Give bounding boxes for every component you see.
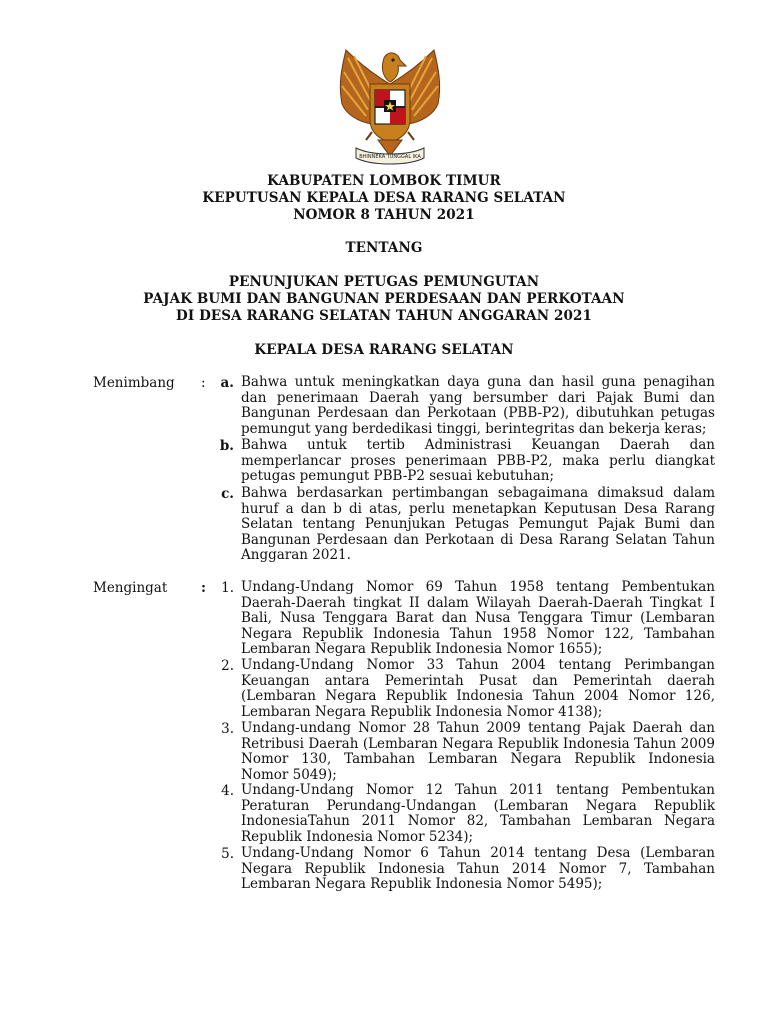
subject-line-1: PENUNJUKAN PETUGAS PEMUNGUTAN <box>228 274 540 290</box>
menimbang-colon: : <box>201 375 206 391</box>
mengingat-item-5: Undang-Undang Nomor 6 Tahun 2014 tentang Desa (Lembaran Negara Republik Indonesia Tahun 2014 Nomor 7, Tambahan Lembaran Negara Republik Indonesia Nomor 5495); <box>241 845 715 893</box>
mengingat-item-2: Undang-Undang Nomor 33 Tahun 2004 tentang Perimbangan Keuangan antara Pemerintah Pusat dan Pemerintah daerah (Lembaran Negara Republik Indonesia Tahun 2004 Nomor 126, Lembaran Negara Republik Indonesia Nomor 4138); <box>241 657 715 720</box>
mengingat-item-3: Undang-undang Nomor 28 Tahun 2009 tentang Pajak Daerah dan Retribusi Daerah (Lembaran Negara Republik Indonesia Tahun 2009 Nomor 130, Tambahan Lembaran Negara Republik Indonesia Nomor 5049); <box>241 720 715 783</box>
mengingat-colon: : <box>201 580 206 596</box>
mengingat-marker-5: 5. <box>221 846 234 862</box>
mengingat-marker-1: 1. <box>221 580 234 596</box>
mengingat-marker-4: 4. <box>221 783 234 799</box>
subject-line-2: PAJAK BUMI DAN BANGUNAN PERDESAAN DAN PERKOTAAN <box>143 291 625 307</box>
decree-number: NOMOR 8 TAHUN 2021 <box>293 207 475 223</box>
mengingat-marker-2: 2. <box>221 658 234 674</box>
mengingat-item-4: Undang-Undang Nomor 12 Tahun 2011 tentang Pembentukan Peraturan Perundang-Undangan (Lembaran Negara Republik IndonesiaTahun 2011 Nomor 82, Tambahan Lembaran Negara Republik Indonesia Nomor 5234); <box>241 782 715 845</box>
menimbang-marker-a: a. <box>220 375 234 391</box>
menimbang-item-c: Bahwa berdasarkan pertimbangan sebagaimana dimaksud dalam huruf a dan b di atas, perlu menetapkan Keputusan Desa Rarang Selatan tentang Penunjukan Petugas Pemungut Pajak Bumi dan Bangunan Perdesaan dan Perkotaan di Desa Rarang Selatan Tahun Anggaran 2021. <box>241 485 715 564</box>
garuda-emblem-icon <box>328 44 452 168</box>
menimbang-marker-b: b. <box>219 438 234 454</box>
official-title: KEPALA DESA RARANG SELATAN <box>254 342 514 358</box>
svg-text:BHINNEKA TUNGGAL IKA: BHINNEKA TUNGGAL IKA <box>359 154 421 160</box>
mengingat-label: Mengingat <box>93 580 168 596</box>
decree-title: KEPUTUSAN KEPALA DESA RARANG SELATAN <box>202 190 566 206</box>
regency-name: KABUPATEN LOMBOK TIMUR <box>267 173 501 189</box>
menimbang-marker-c: c. <box>221 486 234 502</box>
menimbang-label: Menimbang <box>93 375 175 391</box>
mengingat-marker-3: 3. <box>221 721 234 737</box>
subject-line-3: DI DESA RARANG SELATAN TAHUN ANGGARAN 2021 <box>176 308 592 324</box>
menimbang-item-a: Bahwa untuk meningkatkan daya guna dan hasil guna penagihan dan penerimaan Daerah yang bersumber dari Pajak Bumi dan Bangunan Perdesaan dan Perkotaan (PBB-P2), dibutuhkan petugas pemungut yang berdedikasi tinggi, berintegritas dan bekerja keras; <box>241 374 715 437</box>
about-heading: TENTANG <box>345 240 423 256</box>
menimbang-item-b: Bahwa untuk tertib Administrasi Keuangan Daerah dan memperlancar proses penerimaan PBB-P2, maka perlu diangkat petugas pemungut PBB-P2 sesuai kebutuhan; <box>241 437 715 485</box>
mengingat-item-1: Undang-Undang Nomor 69 Tahun 1958 tentang Pembentukan Daerah-Daerah tingkat II dalam Wilayah Daerah-Daerah Tingkat I Bali, Nusa Tenggara Barat dan Nusa Tenggara Timur (Lembaran Negara Republik Indonesia Tahun 1958 Nomor 122, Tambahan Lembaran Negara Republik Indonesia Nomor 1655); <box>241 579 715 658</box>
